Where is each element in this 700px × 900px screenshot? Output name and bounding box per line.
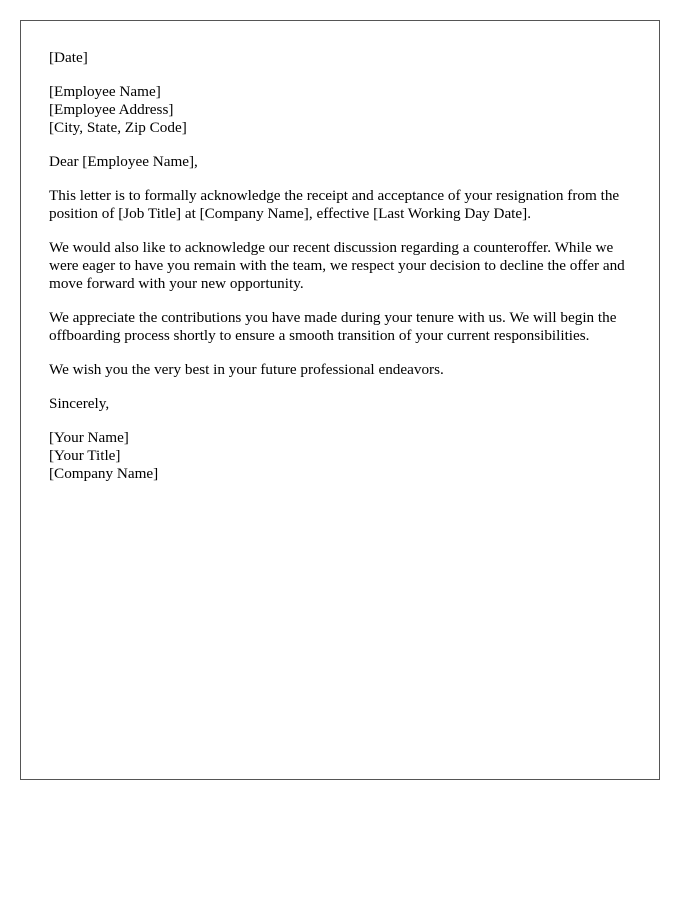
signature-company: [Company Name]	[49, 465, 159, 482]
salutation-block	[49, 153, 639, 171]
closing-block	[49, 395, 639, 413]
paragraph-acknowledgement: This letter is to formally acknowledge the receipt and acceptance of your resignation from the position of [Job Title] at [Company Name], effective [Last Working Day Date].	[49, 187, 620, 222]
letter-date: [Date]	[49, 49, 88, 66]
signature-name: [Your Name]	[49, 429, 129, 446]
recipient-address-block	[49, 83, 639, 137]
paragraph-well-wishes: We wish you the very best in your future professional endeavors.	[49, 361, 444, 378]
salutation: Dear [Employee Name],	[49, 153, 198, 170]
date-block	[49, 49, 639, 67]
recipient-city-state-zip: [City, State, Zip Code]	[49, 119, 187, 136]
letter-body	[49, 49, 639, 499]
signature-block	[49, 429, 639, 483]
paragraph-offboarding: We appreciate the contributions you have made during your tenure with us. We will begin the offboarding process shortly to ensure a smooth transition of your current responsibilities.	[49, 309, 617, 344]
recipient-name: [Employee Name]	[49, 83, 161, 100]
signature-title: [Your Title]	[49, 447, 121, 464]
recipient-address: [Employee Address]	[49, 101, 174, 118]
paragraph-counteroffer: We would also like to acknowledge our recent discussion regarding a counteroffer. While we were eager to have you remain with the team, we respect your decision to decline the offer and move forward with your new opportunity.	[49, 239, 625, 292]
closing: Sincerely,	[49, 395, 110, 412]
letter-page	[20, 20, 660, 780]
